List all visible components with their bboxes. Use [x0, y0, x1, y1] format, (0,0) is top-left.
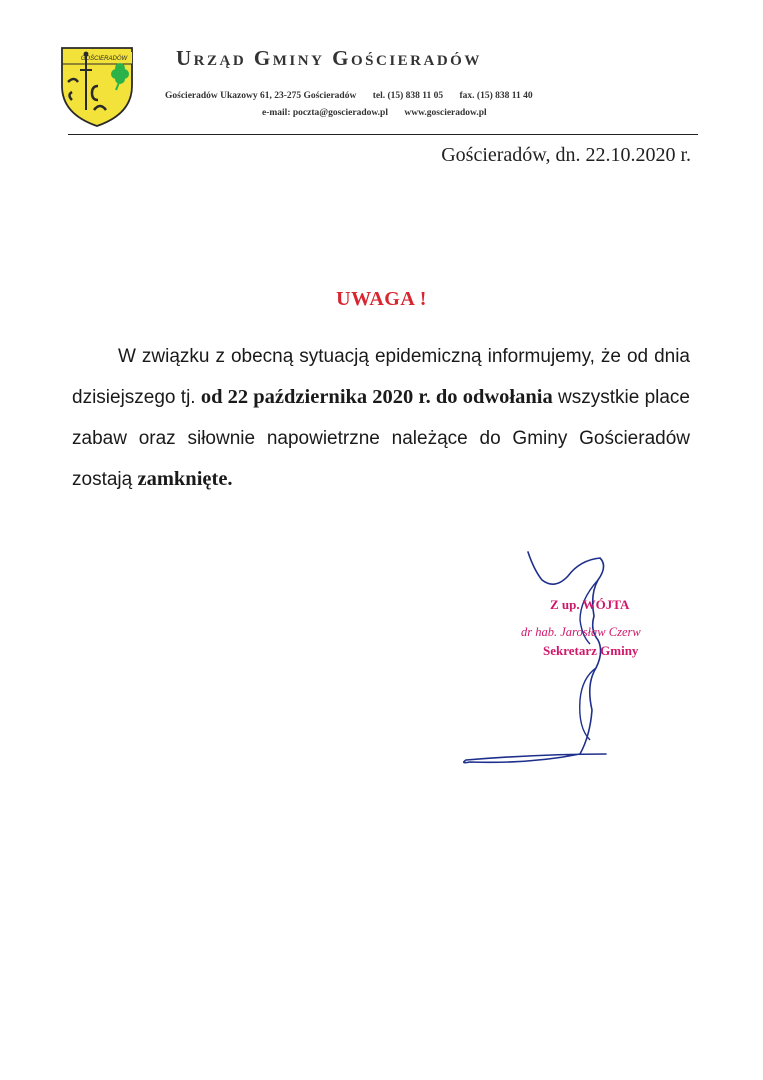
- crest-lettering: GOŚCIERADÓW: [80, 56, 128, 62]
- stamp-line-3: Sekretarz Gminy: [543, 643, 639, 658]
- notice-paragraph: [72, 336, 690, 500]
- notice-text-part1: W związku z obecną sytuacją epidemiczną informujemy, że od dnia dzisiejszego tj.: [72, 346, 690, 408]
- notice-text-part2: wszystkie place zabaw oraz siłownie napowietrzne należące do Gminy Gościeradów zostają: [72, 387, 690, 490]
- tel-text: tel. (15) 838 11 05: [372, 91, 444, 101]
- website-link[interactable]: www.goscieradow.pl: [404, 108, 487, 118]
- notice-bold-closed: zamknięte.: [137, 468, 233, 490]
- office-name: Urząd Gminy Gościeradów: [176, 46, 482, 70]
- notice-title: UWAGA !: [336, 288, 427, 310]
- contact-web-line: [262, 108, 487, 118]
- notice-bold-dates: od 22 października 2020 r. do odwołania: [200, 386, 553, 408]
- header-divider: [68, 134, 698, 135]
- crest-logo: [58, 44, 136, 128]
- notice-body: [72, 336, 690, 500]
- stamp-line-1: Z up. WÓJTA: [550, 597, 630, 612]
- contact-address-line: [165, 91, 533, 101]
- handwritten-signature: [430, 540, 630, 780]
- date-line: Gościeradów, dn. 22.10.2020 r.: [441, 144, 691, 166]
- stamp-line-2: dr hab. Jarosław Czerw: [521, 625, 641, 639]
- address-text: Gościeradów Ukazowy 61, 23-275 Gościeradów: [165, 91, 357, 101]
- email-link[interactable]: e-mail: poczta@goscieradow.pl: [262, 108, 388, 118]
- fax-text: fax. (15) 838 11 40: [459, 91, 533, 101]
